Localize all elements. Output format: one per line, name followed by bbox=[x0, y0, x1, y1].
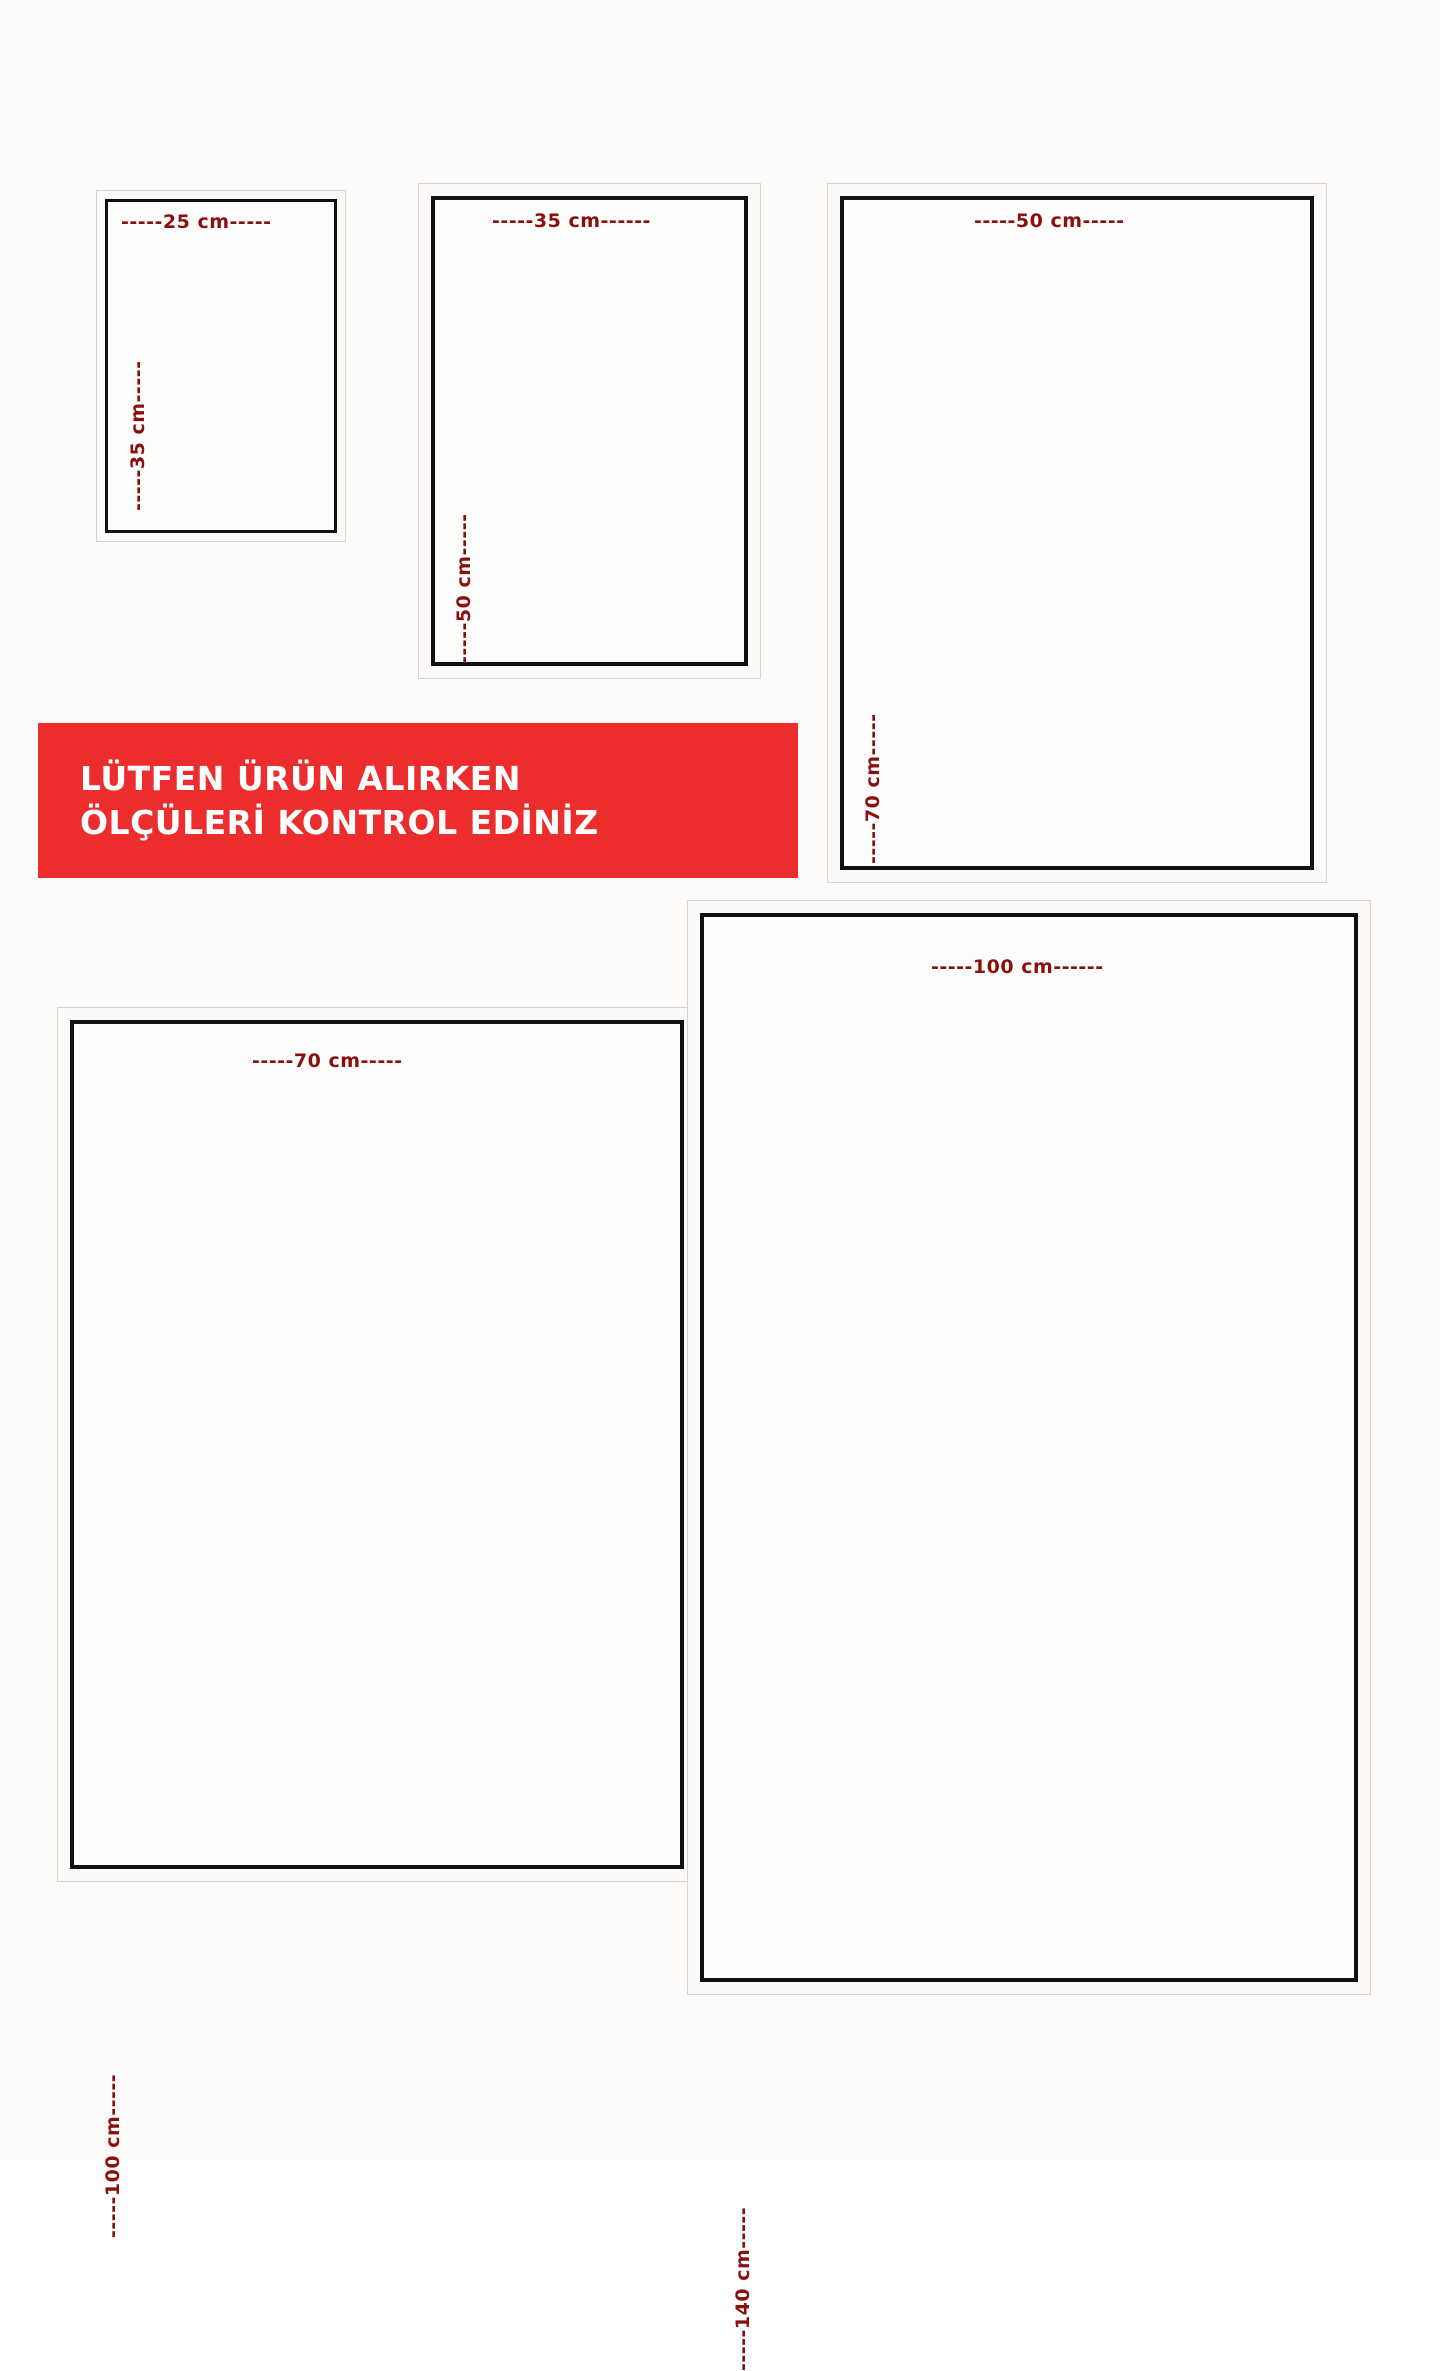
frame-70x100-width-label: -----70 cm----- bbox=[252, 1050, 403, 1072]
frame-70x100 bbox=[57, 1007, 697, 2238]
size-check-notice bbox=[38, 723, 798, 878]
frame-25x35-height-label: -----35 cm----- bbox=[127, 360, 149, 511]
frame-25x35-width-label: -----25 cm----- bbox=[121, 211, 272, 233]
frame-35x50-height-label: -----50 cm----- bbox=[453, 513, 475, 664]
frame-50x70-inner bbox=[840, 196, 1314, 870]
frame-100x140 bbox=[687, 900, 1371, 2371]
frame-100x140-width-label: -----100 cm------ bbox=[931, 956, 1104, 978]
frame-35x50-inner bbox=[431, 196, 748, 666]
frame-50x70-height-label: -----70 cm----- bbox=[862, 713, 884, 864]
frame-100x140-height-label: -----140 cm----- bbox=[732, 2206, 754, 2371]
notice-line-1: LÜTFEN ÜRÜN ALIRKEN bbox=[80, 758, 521, 798]
frame-50x70-width-label: -----50 cm----- bbox=[974, 210, 1125, 232]
notice-line-2: ÖLÇÜLERİ KONTROL EDİNİZ bbox=[80, 802, 599, 842]
frame-70x100-inner bbox=[70, 1020, 684, 1869]
frame-50x70 bbox=[827, 183, 1327, 883]
frame-35x50 bbox=[418, 183, 761, 679]
frame-70x100-height-label: -----100 cm----- bbox=[102, 2073, 124, 2238]
frame-100x140-inner bbox=[700, 913, 1358, 1982]
frame-25x35 bbox=[96, 190, 346, 542]
frame-35x50-width-label: -----35 cm------ bbox=[492, 210, 651, 232]
